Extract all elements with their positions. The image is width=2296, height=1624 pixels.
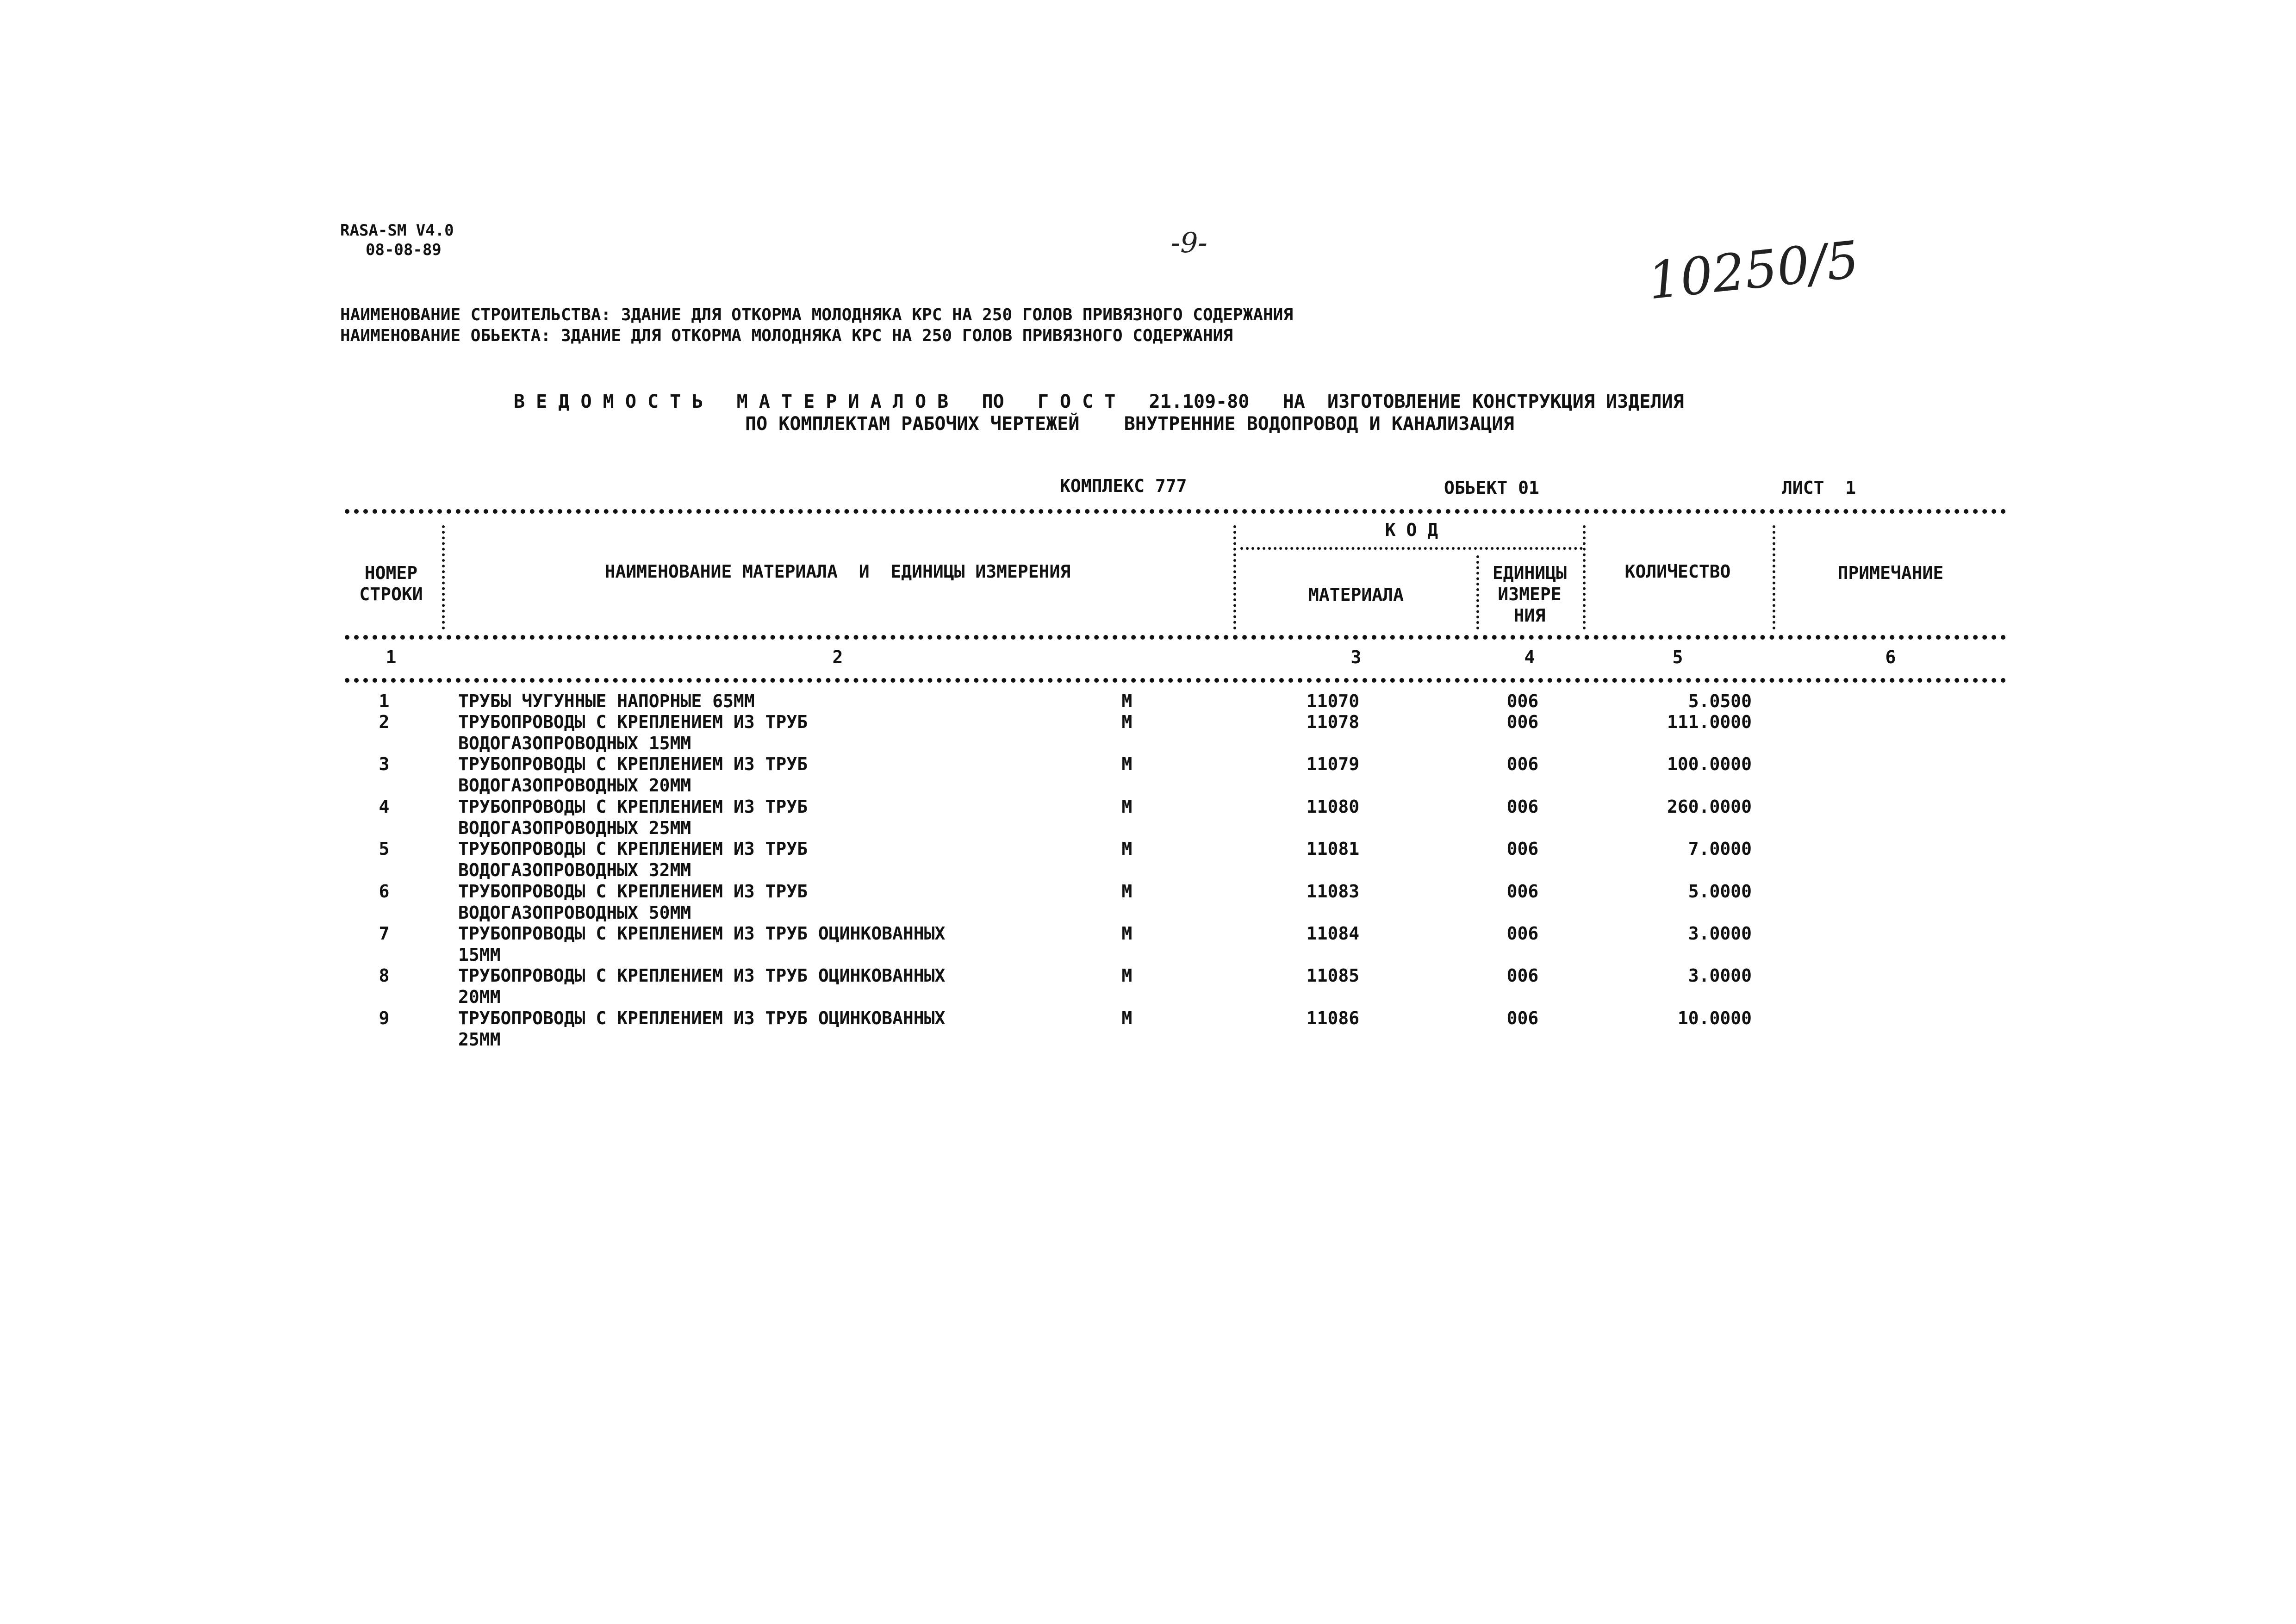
material-code: 11070 bbox=[1306, 691, 1360, 711]
unit-code: 006 bbox=[1506, 691, 1539, 711]
object-name: НАИМЕНОВАНИЕ ОБЬЕКТА: ЗДАНИЕ ДЛЯ ОТКОРМА МОЛОДНЯКА КРС НА 250 ГОЛОВ ПРИВЯЗНОГО СОДЕРЖАНИЯ bbox=[340, 326, 1233, 345]
quantity: 3.0000 bbox=[1688, 965, 1752, 986]
row-number: 8 bbox=[379, 965, 390, 986]
sheet-number: ЛИСТ 1 bbox=[1782, 478, 1856, 498]
material-name: ТРУБОПРОВОДЫ С КРЕПЛЕНИЕМ ИЗ ТРУБ ОЦИНКОВАННЫХ 20ММ bbox=[458, 965, 946, 1007]
material-code: 11083 bbox=[1306, 881, 1360, 902]
unit-code: 006 bbox=[1506, 754, 1539, 774]
unit: М bbox=[1121, 691, 1132, 711]
unit-code: 006 bbox=[1506, 965, 1539, 986]
complex-label: КОМПЛЕКС 777 bbox=[1060, 476, 1187, 496]
construction-name: НАИМЕНОВАНИЕ СТРОИТЕЛЬСТВА: ЗДАНИЕ ДЛЯ ОТКОРМА МОЛОДНЯКА КРС НА 250 ГОЛОВ ПРИВЯЗНОГО СОДЕРЖАНИЯ bbox=[340, 305, 1294, 324]
quantity: 260.0000 bbox=[1667, 796, 1752, 817]
unit: М bbox=[1121, 923, 1132, 944]
row-number: 1 bbox=[379, 691, 390, 711]
material-code: 11079 bbox=[1306, 754, 1360, 774]
material-name: ТРУБОПРОВОДЫ С КРЕПЛЕНИЕМ ИЗ ТРУБ ВОДОГАЗОПРОВОДНЫХ 25ММ bbox=[458, 796, 808, 838]
header-unit-code: ЕДИНИЦЫ ИЗМЕРЕ НИЯ bbox=[1492, 563, 1567, 626]
row-number: 2 bbox=[379, 712, 390, 732]
unit: М bbox=[1121, 796, 1132, 817]
column-number: 1 bbox=[386, 647, 397, 667]
page-number: -9- bbox=[1171, 227, 1207, 259]
table-top-rule bbox=[345, 509, 2006, 514]
header-code: К О Д bbox=[1385, 520, 1438, 540]
code-divider-rule bbox=[1240, 547, 1583, 550]
material-code: 11080 bbox=[1306, 796, 1360, 817]
material-code: 11081 bbox=[1306, 839, 1360, 859]
material-code: 11085 bbox=[1306, 965, 1360, 986]
material-code: 11084 bbox=[1306, 923, 1360, 944]
quantity: 111.0000 bbox=[1667, 712, 1752, 732]
material-name: ТРУБОПРОВОДЫ С КРЕПЛЕНИЕМ ИЗ ТРУБ ОЦИНКОВАННЫХ 15ММ bbox=[458, 923, 946, 965]
unit-code: 006 bbox=[1506, 881, 1539, 902]
material-name: ТРУБОПРОВОДЫ С КРЕПЛЕНИЕМ ИЗ ТРУБ ОЦИНКОВАННЫХ 25ММ bbox=[458, 1008, 946, 1050]
program-version: RASA-SM V4.0 bbox=[340, 221, 454, 240]
row-number: 4 bbox=[379, 796, 390, 817]
unit-code: 006 bbox=[1506, 923, 1539, 944]
column-numbers-rule bbox=[345, 678, 2006, 683]
unit: М bbox=[1121, 839, 1132, 859]
material-name: ТРУБОПРОВОДЫ С КРЕПЛЕНИЕМ ИЗ ТРУБ ВОДОГАЗОПРОВОДНЫХ 15ММ bbox=[458, 712, 808, 753]
header-quantity: КОЛИЧЕСТВО bbox=[1624, 561, 1731, 582]
document-title: В Е Д О М О С Т Ь М А Т Е Р И А Л О В ПО Г О С Т 21.109-80 НА ИЗГОТОВЛЕНИЕ КОНСТРУКЦИЯ ИЗДЕЛИЯ bbox=[514, 391, 1684, 412]
object-number: ОБЬЕКТ 01 bbox=[1444, 478, 1539, 498]
row-number: 9 bbox=[379, 1008, 390, 1028]
document-subtitle: ПО КОМПЛЕКТАМ РАБОЧИХ ЧЕРТЕЖЕЙ ВНУТРЕННИЕ ВОДОПРОВОД И КАНАЛИЗАЦИЯ bbox=[745, 413, 1514, 435]
quantity: 3.0000 bbox=[1688, 923, 1752, 944]
row-number: 3 bbox=[379, 754, 390, 774]
row-number: 7 bbox=[379, 923, 390, 944]
unit: М bbox=[1121, 1008, 1132, 1028]
unit: М bbox=[1121, 965, 1132, 986]
unit-code: 006 bbox=[1506, 1008, 1539, 1028]
material-name: ТРУБОПРОВОДЫ С КРЕПЛЕНИЕМ ИЗ ТРУБ ВОДОГАЗОПРОВОДНЫХ 20ММ bbox=[458, 754, 808, 796]
row-number: 5 bbox=[379, 839, 390, 859]
row-number: 6 bbox=[379, 881, 390, 902]
unit: М bbox=[1121, 754, 1132, 774]
quantity: 10.0000 bbox=[1677, 1008, 1752, 1028]
quantity: 100.0000 bbox=[1667, 754, 1752, 774]
program-date: 08-08-89 bbox=[366, 241, 442, 259]
material-name: ТРУБОПРОВОДЫ С КРЕПЛЕНИЕМ ИЗ ТРУБ ВОДОГАЗОПРОВОДНЫХ 50ММ bbox=[458, 881, 808, 923]
header-material-name: НАИМЕНОВАНИЕ МАТЕРИАЛА И ЕДИНИЦЫ ИЗМЕРЕНИЯ bbox=[604, 561, 1071, 582]
header-row-number: НОМЕР СТРОКИ bbox=[359, 563, 423, 604]
material-name: ТРУБЫ ЧУГУННЫЕ НАПОРНЫЕ 65ММ bbox=[458, 691, 755, 711]
unit: М bbox=[1121, 712, 1132, 732]
unit-code: 006 bbox=[1506, 839, 1539, 859]
unit-code: 006 bbox=[1506, 796, 1539, 817]
document-number: 10250/5 bbox=[1645, 230, 1862, 311]
unit: М bbox=[1121, 881, 1132, 902]
header-note: ПРИМЕЧАНИЕ bbox=[1837, 563, 1944, 583]
quantity: 5.0500 bbox=[1688, 691, 1752, 711]
material-code: 11086 bbox=[1306, 1008, 1360, 1028]
column-number: 4 bbox=[1524, 647, 1535, 667]
column-number: 2 bbox=[832, 647, 843, 667]
quantity: 7.0000 bbox=[1688, 839, 1752, 859]
column-number: 5 bbox=[1672, 647, 1683, 667]
column-number: 6 bbox=[1885, 647, 1896, 667]
material-code: 11078 bbox=[1306, 712, 1360, 732]
material-name: ТРУБОПРОВОДЫ С КРЕПЛЕНИЕМ ИЗ ТРУБ ВОДОГАЗОПРОВОДНЫХ 32ММ bbox=[458, 839, 808, 880]
header-bottom-rule bbox=[345, 635, 2006, 640]
quantity: 5.0000 bbox=[1688, 881, 1752, 902]
unit-code: 006 bbox=[1506, 712, 1539, 732]
header-material-code: МАТЕРИАЛА bbox=[1308, 585, 1404, 605]
col-separator bbox=[1233, 525, 1236, 629]
column-number: 3 bbox=[1350, 647, 1362, 667]
